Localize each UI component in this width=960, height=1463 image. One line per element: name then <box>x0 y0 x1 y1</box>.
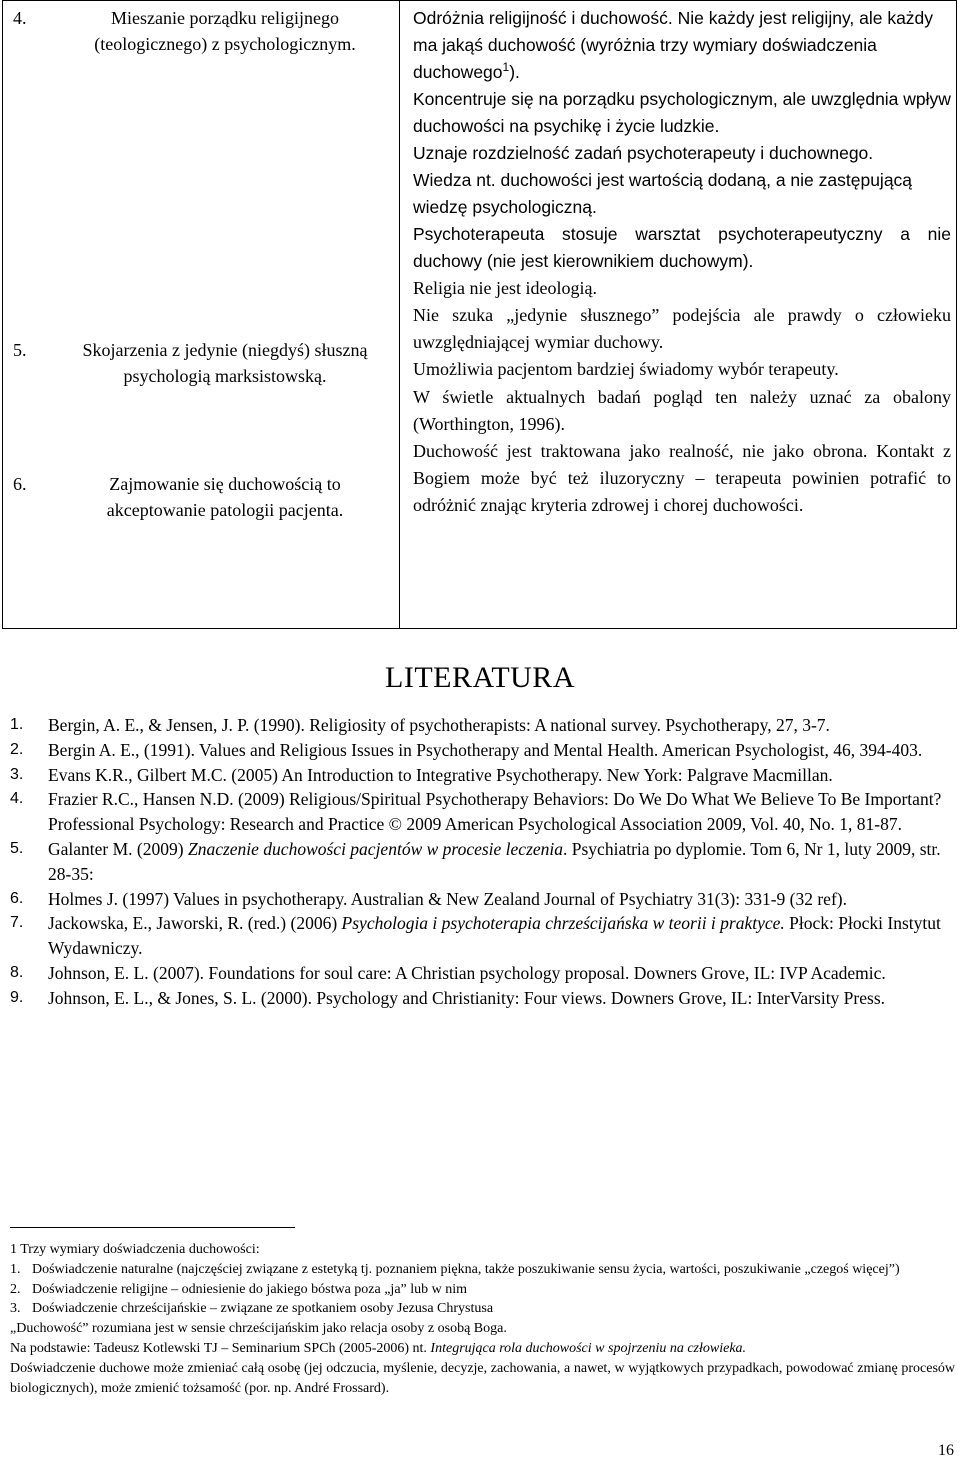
footnote-definition: „Duchowość” rozumiana jest w sensie chrześcijańskim jako relacja osoby z osobą Boga. <box>10 1321 507 1337</box>
item-number: 5. <box>13 340 27 360</box>
footnote-ref: 1 <box>502 60 510 75</box>
reference-text: Bergin, A. E., & Jensen, J. P. (1990). Religiosity of psychotherapists: A national survey. Psychotherapy, 27, 3-7. <box>48 715 830 735</box>
reference-item <box>10 738 955 763</box>
reference-text: Holmes J. (1997) Values in psychotherapy. Australian & New Zealand Journal of Psychiatry 31(3): 331-9 (32 ref). <box>48 888 847 909</box>
footnote-rule <box>10 1227 295 1228</box>
reference-item <box>10 787 955 837</box>
footnote-note: Doświadczenie duchowe może zmieniać całą osobę (jej odczucia, myślenie, decyzje, zachowania, a nawet, w wyjątkowych przypadkach, powodować zmianę procesów biologicznych), może zmienić tożsamość (por. np. André Frossard). <box>10 1360 955 1396</box>
footnote-item <box>10 1299 955 1319</box>
paragraph-separation: Uznaje rozdzielność zadań psychoterapeuty i duchownego. <box>413 143 874 163</box>
reference-text-end: . Psychiatria po dyplomie. Tom 6, Nr 1, luty 2009, str. 28-35: <box>48 838 941 884</box>
footnote-source-title: Integrująca rola duchowości w spojrzeniu na człowieka. <box>430 1340 747 1356</box>
literature-heading: LITERATURA <box>385 661 575 694</box>
reference-number: 1. <box>10 716 24 733</box>
reference-item <box>10 887 955 912</box>
reference-number: 7. <box>10 914 24 932</box>
reference-number: 8. <box>10 963 24 981</box>
footnote-source-text: Na podstawie: Tadeusz Kotlewski TJ – Seminarium SPCh (2005-2006) nt. <box>10 1340 431 1356</box>
reference-number: 5. <box>10 839 24 857</box>
comparison-table <box>2 0 957 629</box>
footnote-item <box>10 1280 955 1300</box>
paragraph-workshop: Psychoterapeuta stosuje warsztat psychoterapeutyczny a nie duchowy (nie jest kierownikiem duchowym). <box>413 224 951 271</box>
paragraph-choice: Umożliwia pacjentom bardziej świadomy wybór terapeuty. <box>413 359 839 379</box>
reference-item <box>10 961 955 986</box>
reference-text: Johnson, E. L., & Jones, S. L. (2000). Psychology and Christianity: Four views. Downers Grove, IL: InterVarsity Press. <box>48 987 886 1008</box>
page-number: 16 <box>938 1442 954 1459</box>
footnote-item-number: 2. <box>10 1281 21 1297</box>
reference-number: 3. <box>10 765 24 783</box>
footnote-item-number: 1. <box>10 1261 21 1277</box>
reference-number: 2. <box>10 740 24 758</box>
footnote-item-text: Doświadczenie chrześcijańskie – związane ze spotkaniem osoby Jezusa Chrystusa <box>32 1301 494 1317</box>
paragraph-distinguishes <box>413 5 951 86</box>
reference-text: Evans K.R., Gilbert M.C. (2005) An Introduction to Integrative Psychotherapy. New York: Palgrave Macmillan. <box>48 764 833 785</box>
footnote-item-number: 3. <box>10 1301 21 1317</box>
paragraph-research: W świetle aktualnych badań pogląd ten należy uznać za obalony (Worthington, 1996). <box>413 387 951 434</box>
footnote-source <box>10 1339 955 1359</box>
paragraph-truth: Nie szuka „jedynie słusznego” podejścia ale prawdy o człowieku uwzględniającej wymiar duchowy. <box>413 305 951 352</box>
reference-number: 4. <box>10 790 24 808</box>
reference-item <box>10 763 955 788</box>
reference-text: Galanter M. (2009) <box>48 838 188 859</box>
reference-text-end: Płock: Płocki Instytut Wydawniczy. <box>48 913 941 959</box>
paragraph-reality: Duchowość jest traktowana jako realność, nie jako obrona. Kontakt z Bogiem może być też iluzoryczny – terapeuta powinien potrafić to odróżnić znając kryteria zdrowej i chorej duchowości. <box>413 441 951 515</box>
reference-number: 9. <box>10 988 24 1006</box>
footnote <box>10 1240 955 1398</box>
footnote-heading <box>10 1240 955 1260</box>
paragraph-text: Odróżnia religijność i duchowość. Nie każdy jest religijny, ale każdy ma jakąś duchowość (wyróżnia trzy wymiary doświadczenia duchowego <box>413 8 934 82</box>
item-text: Zajmowanie się duchowością to akceptowanie patologii pacjenta. <box>106 474 344 520</box>
reference-title-italic: Psychologia i psychoterapia chrześcijańska w teorii i praktyce. <box>341 913 785 934</box>
reference-text: Jackowska, E., Jaworski, R. (red.) (2006) <box>48 913 342 934</box>
paragraph-knowledge: Wiedza nt. duchowości jest wartością dodaną, a nie zastępującą wiedzę psychologiczną. <box>413 170 913 217</box>
paragraph-text-end: ). <box>509 62 520 82</box>
footnote-item <box>10 1260 955 1280</box>
reference-item <box>10 911 955 961</box>
item-text: Skojarzenia z jedynie (niegdyś) słuszną psychologią marksistowską. <box>82 340 368 386</box>
reference-item <box>10 713 955 738</box>
reference-item <box>10 837 955 887</box>
reference-text: Frazier R.C., Hansen N.D. (2009) Religious/Spiritual Psychotherapy Behaviors: Do We Do What We Believe To Be Important? Professional Psychology: Research and Practice © 2009 American Psychological Association 2009, Vol. 40, No. 1, 81-87. <box>48 789 942 835</box>
column-divider <box>399 1 400 628</box>
item-text: Mieszanie porządku religijnego (teologicznego) z psychologicznym. <box>94 8 356 54</box>
reference-text: Bergin A. E., (1991). Values and Religious Issues in Psychotherapy and Mental Health. American Psychologist, 46, 394-403. <box>48 739 923 760</box>
paragraph-focus: Koncentruje się na porządku psychologicznym, ale uwzględnia wpływ duchowości na psychikę i życie ludzkie. <box>413 89 951 136</box>
item-number: 4. <box>13 8 27 28</box>
footnote-heading-text: Trzy wymiary doświadczenia duchowości: <box>20 1242 260 1257</box>
reference-number: 6. <box>10 889 24 907</box>
right-column <box>413 5 951 519</box>
reference-title-italic: Znaczenie duchowości pacjentów w procesie leczenia <box>187 838 564 859</box>
reference-item <box>10 986 955 1011</box>
footnote-item-text: Doświadczenie religijne – odniesienie do jakiego bóstwa poza „ja” lub w nim <box>32 1281 468 1297</box>
item-number: 6. <box>13 474 27 494</box>
reference-text: Johnson, E. L. (2007). Foundations for soul care: A Christian psychology proposal. Downers Grove, IL: IVP Academic. <box>48 962 886 983</box>
paragraph-religion: Religia nie jest ideologią. <box>413 278 597 298</box>
footnote-item-text: Doświadczenie naturalne (najczęściej związane z estetyką tj. poznaniem piękna, także poszukiwanie sensu życia, wartości, poszukiwanie „czegoś więcej”) <box>32 1261 900 1277</box>
reference-list <box>10 713 955 1011</box>
footnote-marker: 1 <box>10 1242 17 1257</box>
